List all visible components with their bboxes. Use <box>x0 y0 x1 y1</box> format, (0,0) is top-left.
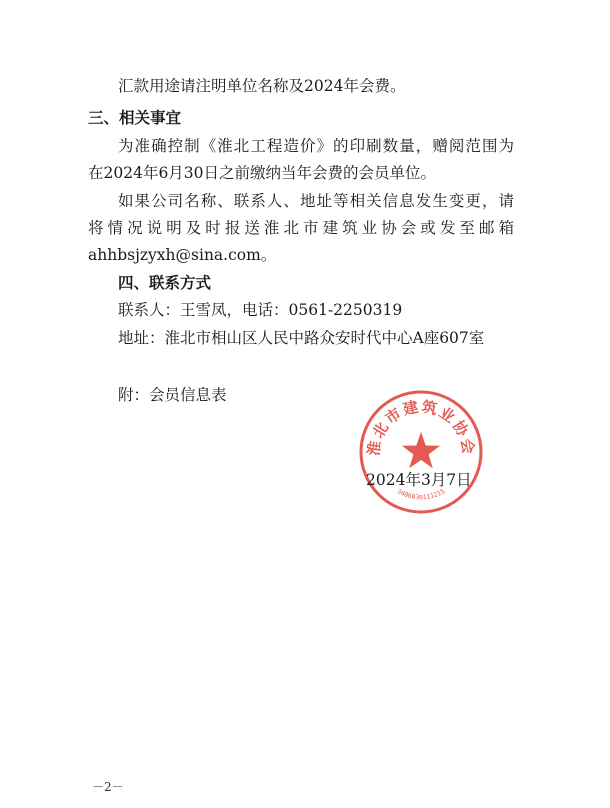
payment-note: 汇款用途请注明单位名称及2024年会费。 <box>118 77 406 95</box>
para-2-line-2: 在2024年6月30日之前缴纳当年会费的会员单位。 <box>88 164 437 182</box>
document-date: 2024年3月7日 <box>366 471 472 489</box>
official-seal <box>357 388 485 516</box>
page-number: －2－ <box>92 780 124 794</box>
seal-code-text: 3406030111215 <box>395 487 447 502</box>
office-address: 地址：淮北市相山区人民中路众安时代中心A座607室 <box>118 329 485 347</box>
seal-name-text: 淮北市建筑业协会 <box>364 397 478 457</box>
seal-star-icon <box>402 432 440 468</box>
contact-person: 联系人：王雪凤，电话：0561-2250319 <box>118 301 403 319</box>
para-3-line-1: 如果公司名称、联系人、地址等相关信息发生变更，请 <box>118 192 514 210</box>
email-address: ahhbsjzyxh@sina.com。 <box>88 246 277 264</box>
para-2-line-1: 为准确控制《淮北工程造价》的印刷数量，赠阅范围为 <box>118 137 514 155</box>
section-4-heading: 四、联系方式 <box>118 274 212 292</box>
para-3-line-2: 将情况说明及时报送淮北市建筑业协会或发至邮箱 <box>88 219 514 237</box>
section-3-heading: 三、相关事宜 <box>88 109 182 127</box>
attachment-note: 附：会员信息表 <box>118 386 227 404</box>
